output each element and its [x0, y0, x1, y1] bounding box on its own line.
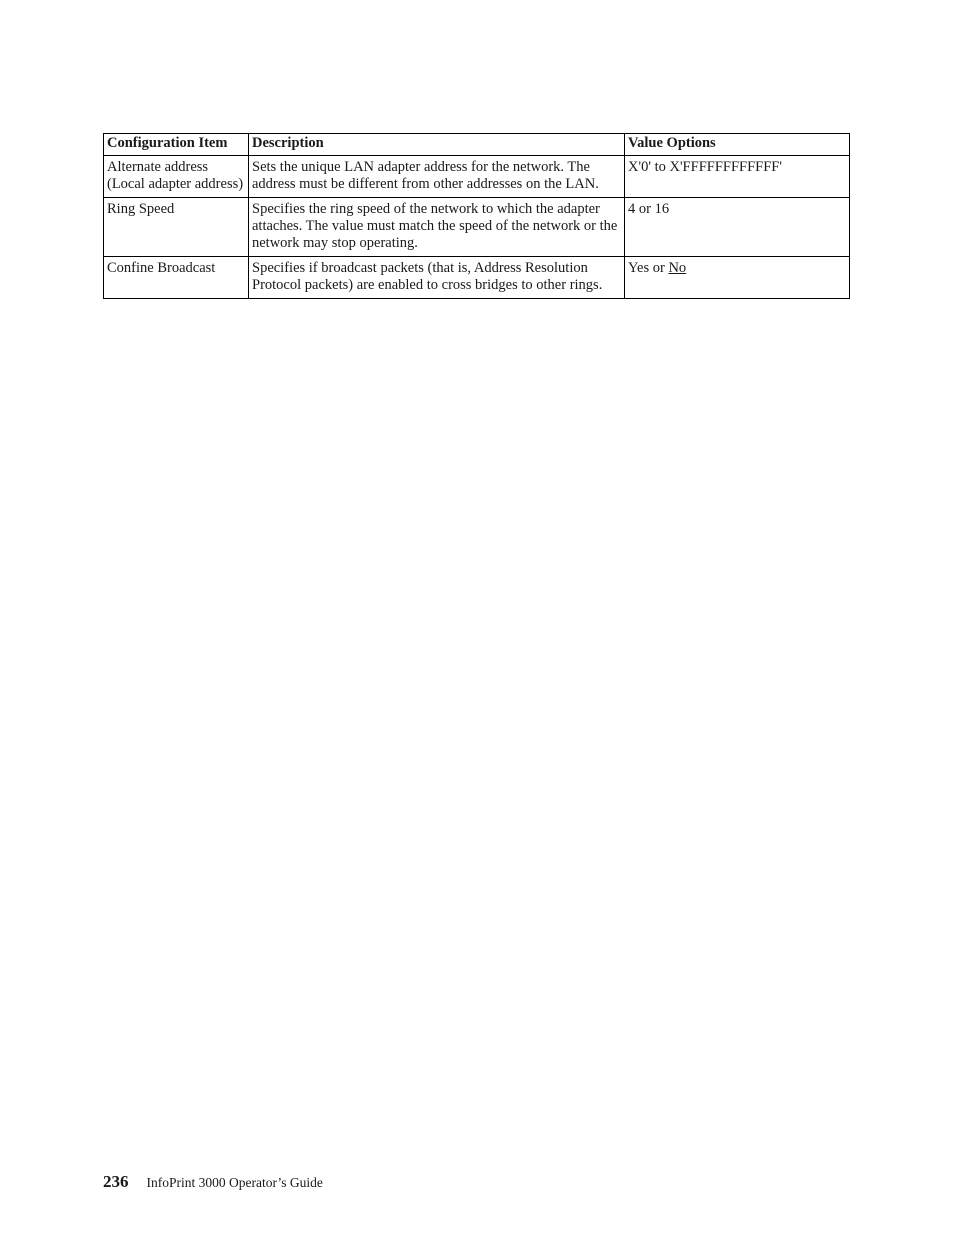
column-header-configuration-item: Configuration Item	[104, 134, 249, 156]
description-cell: Specifies if broadcast packets (that is, Address Resolution Protocol packets) are enabled to cross bridges to other rings.	[249, 257, 625, 299]
configuration-table	[103, 133, 850, 299]
value-options-cell	[625, 257, 850, 299]
page-footer	[103, 1172, 323, 1192]
value-options-text: X'0' to X'FFFFFFFFFFFF'	[628, 159, 782, 175]
table-row	[104, 156, 850, 198]
value-options-default: No	[668, 260, 687, 276]
config-item-cell: Confine Broadcast	[104, 257, 249, 299]
column-header-value-options: Value Options	[625, 134, 850, 156]
guide-title: InfoPrint 3000 Operator’s Guide	[146, 1175, 323, 1190]
value-options-text: Yes or	[628, 260, 669, 276]
description-cell: Sets the unique LAN adapter address for the network. The address must be different from other addresses on the LAN.	[249, 156, 625, 198]
table-row	[104, 257, 850, 299]
column-header-description: Description	[249, 134, 625, 156]
table-row	[104, 198, 850, 257]
config-item-cell: Ring Speed	[104, 198, 249, 257]
value-options-cell	[625, 156, 850, 198]
table-header-row	[104, 134, 850, 156]
description-cell: Specifies the ring speed of the network to which the adapter attaches. The value must match the speed of the network or the network may stop operating.	[249, 198, 625, 257]
config-item-cell: Alternate address (Local adapter address)	[104, 156, 249, 198]
page-number: 236	[103, 1172, 129, 1191]
value-options-text: 4 or 16	[628, 201, 670, 217]
value-options-cell	[625, 198, 850, 257]
